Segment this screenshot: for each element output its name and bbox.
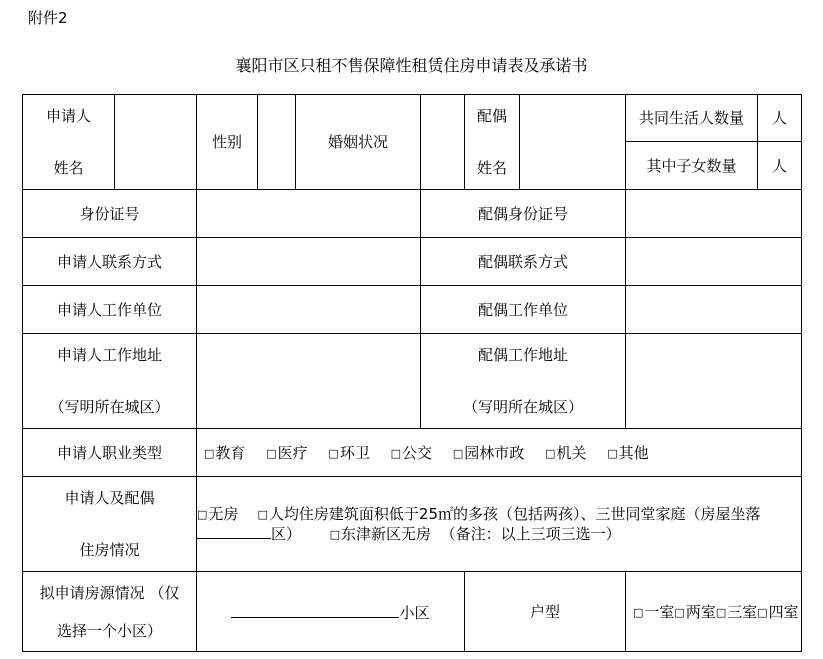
- housing-note: （备注：以上三项三选一）: [440, 525, 621, 543]
- children-label: 其中子女数量: [626, 142, 758, 190]
- work-address-field[interactable]: [197, 334, 421, 429]
- children-unit[interactable]: 人: [758, 142, 802, 190]
- id-number-label: 身份证号: [23, 190, 197, 238]
- occupation-label: 申请人职业类型: [23, 429, 197, 477]
- checkbox-icon: □: [607, 446, 618, 460]
- community-blank[interactable]: [231, 602, 399, 618]
- checkbox-icon: □: [266, 446, 277, 460]
- employer-field[interactable]: [197, 286, 421, 334]
- occupation-option-public-transit[interactable]: □公交: [390, 443, 433, 462]
- spouse-work-address-label-line2: （写明所在城区）: [462, 398, 583, 416]
- housing-label-cell: [23, 477, 197, 572]
- gender-field[interactable]: [258, 95, 296, 190]
- occupation-options: [197, 429, 802, 477]
- checkbox-icon: □: [197, 508, 208, 521]
- room-option-four[interactable]: □四室: [757, 602, 799, 621]
- spouse-work-address-field[interactable]: [626, 334, 802, 429]
- spouse-name-field[interactable]: [520, 95, 626, 190]
- contact-field[interactable]: [197, 238, 421, 286]
- spouse-contact-label: 配偶联系方式: [421, 238, 626, 286]
- checkbox-icon: □: [674, 605, 685, 619]
- housing-label-line2: 住房情况: [79, 541, 140, 559]
- source-label-cell: [23, 572, 197, 652]
- attachment-label: 附件2: [28, 9, 68, 27]
- work-address-label-cell: [23, 334, 197, 429]
- checkbox-icon: □: [757, 605, 768, 619]
- spouse-name-label-line2: 姓名: [476, 159, 507, 177]
- spouse-employer-field[interactable]: [626, 286, 802, 334]
- housing-option-dongjin[interactable]: □东津新区无房: [329, 525, 432, 543]
- room-type-label: 户型: [465, 572, 626, 652]
- checkbox-icon: □: [715, 605, 727, 619]
- applicant-name-label-cell: [23, 95, 115, 190]
- community-suffix: 小区: [399, 603, 430, 622]
- checkbox-icon: □: [328, 446, 339, 460]
- checkbox-icon: □: [390, 446, 402, 460]
- spouse-employer-label: 配偶工作单位: [421, 286, 626, 334]
- source-label-line1: 拟申请房源情况 （仅: [39, 583, 180, 602]
- checkbox-icon: □: [633, 605, 644, 619]
- id-number-field[interactable]: [197, 190, 421, 238]
- spouse-id-number-label: 配偶身份证号: [421, 190, 626, 238]
- housing-location-blank[interactable]: [197, 523, 271, 539]
- occupation-option-education[interactable]: □教育: [204, 443, 246, 462]
- applicant-name-label-line2: 姓名: [53, 159, 84, 177]
- occupation-option-landscaping[interactable]: □园林市政: [452, 443, 525, 462]
- form-title: 襄阳市区只租不售保障性租赁住房申请表及承诺书: [235, 56, 588, 75]
- checkbox-icon: □: [257, 508, 268, 521]
- cohabitants-label: 共同生活人数量: [626, 95, 758, 142]
- spouse-name-label-line1: 配偶: [476, 107, 507, 125]
- checkbox-icon: □: [452, 446, 464, 460]
- room-option-one[interactable]: □一室: [633, 602, 675, 621]
- community-cell: [197, 572, 465, 652]
- room-option-two[interactable]: □两室: [674, 602, 716, 621]
- cohabitants-unit[interactable]: 人: [758, 95, 802, 142]
- checkbox-icon: □: [204, 446, 215, 460]
- contact-label: 申请人联系方式: [23, 238, 197, 286]
- work-address-label-line1: 申请人工作地址: [56, 346, 162, 364]
- spouse-work-address-label-cell: [421, 334, 626, 429]
- housing-option-no-house[interactable]: □无房: [197, 505, 239, 523]
- marital-status-field[interactable]: [421, 95, 465, 190]
- spouse-contact-field[interactable]: [626, 238, 802, 286]
- room-option-three[interactable]: □三室: [715, 602, 758, 621]
- housing-options: [197, 477, 802, 572]
- room-type-options: [626, 572, 802, 652]
- applicant-name-field[interactable]: [115, 95, 197, 190]
- occupation-option-other[interactable]: □其他: [607, 443, 649, 462]
- work-address-label-line2: （写明所在城区）: [49, 398, 170, 416]
- occupation-option-sanitation[interactable]: □环卫: [328, 443, 370, 462]
- gender-label: 性别: [197, 95, 258, 190]
- employer-label: 申请人工作单位: [23, 286, 197, 334]
- occupation-option-medical[interactable]: □医疗: [266, 443, 308, 462]
- occupation-option-government[interactable]: □机关: [545, 443, 587, 462]
- checkbox-icon: □: [329, 528, 341, 541]
- spouse-id-number-field[interactable]: [626, 190, 802, 238]
- marital-status-label: 婚姻状况: [296, 95, 421, 190]
- applicant-name-label-line1: 申请人: [45, 107, 91, 125]
- spouse-work-address-label-line1: 配偶工作地址: [477, 346, 568, 364]
- spouse-name-label-cell: [465, 95, 520, 190]
- application-form-table: [22, 94, 802, 652]
- checkbox-icon: □: [545, 446, 556, 460]
- housing-label-line1: 申请人及配偶: [64, 489, 155, 507]
- source-label-line2: 选择一个小区）: [56, 621, 162, 640]
- housing-option-low-area[interactable]: □人均住房建筑面积低于25㎡的多孩（包括两孩）、三世同堂家庭（房屋坐落区）: [197, 505, 761, 543]
